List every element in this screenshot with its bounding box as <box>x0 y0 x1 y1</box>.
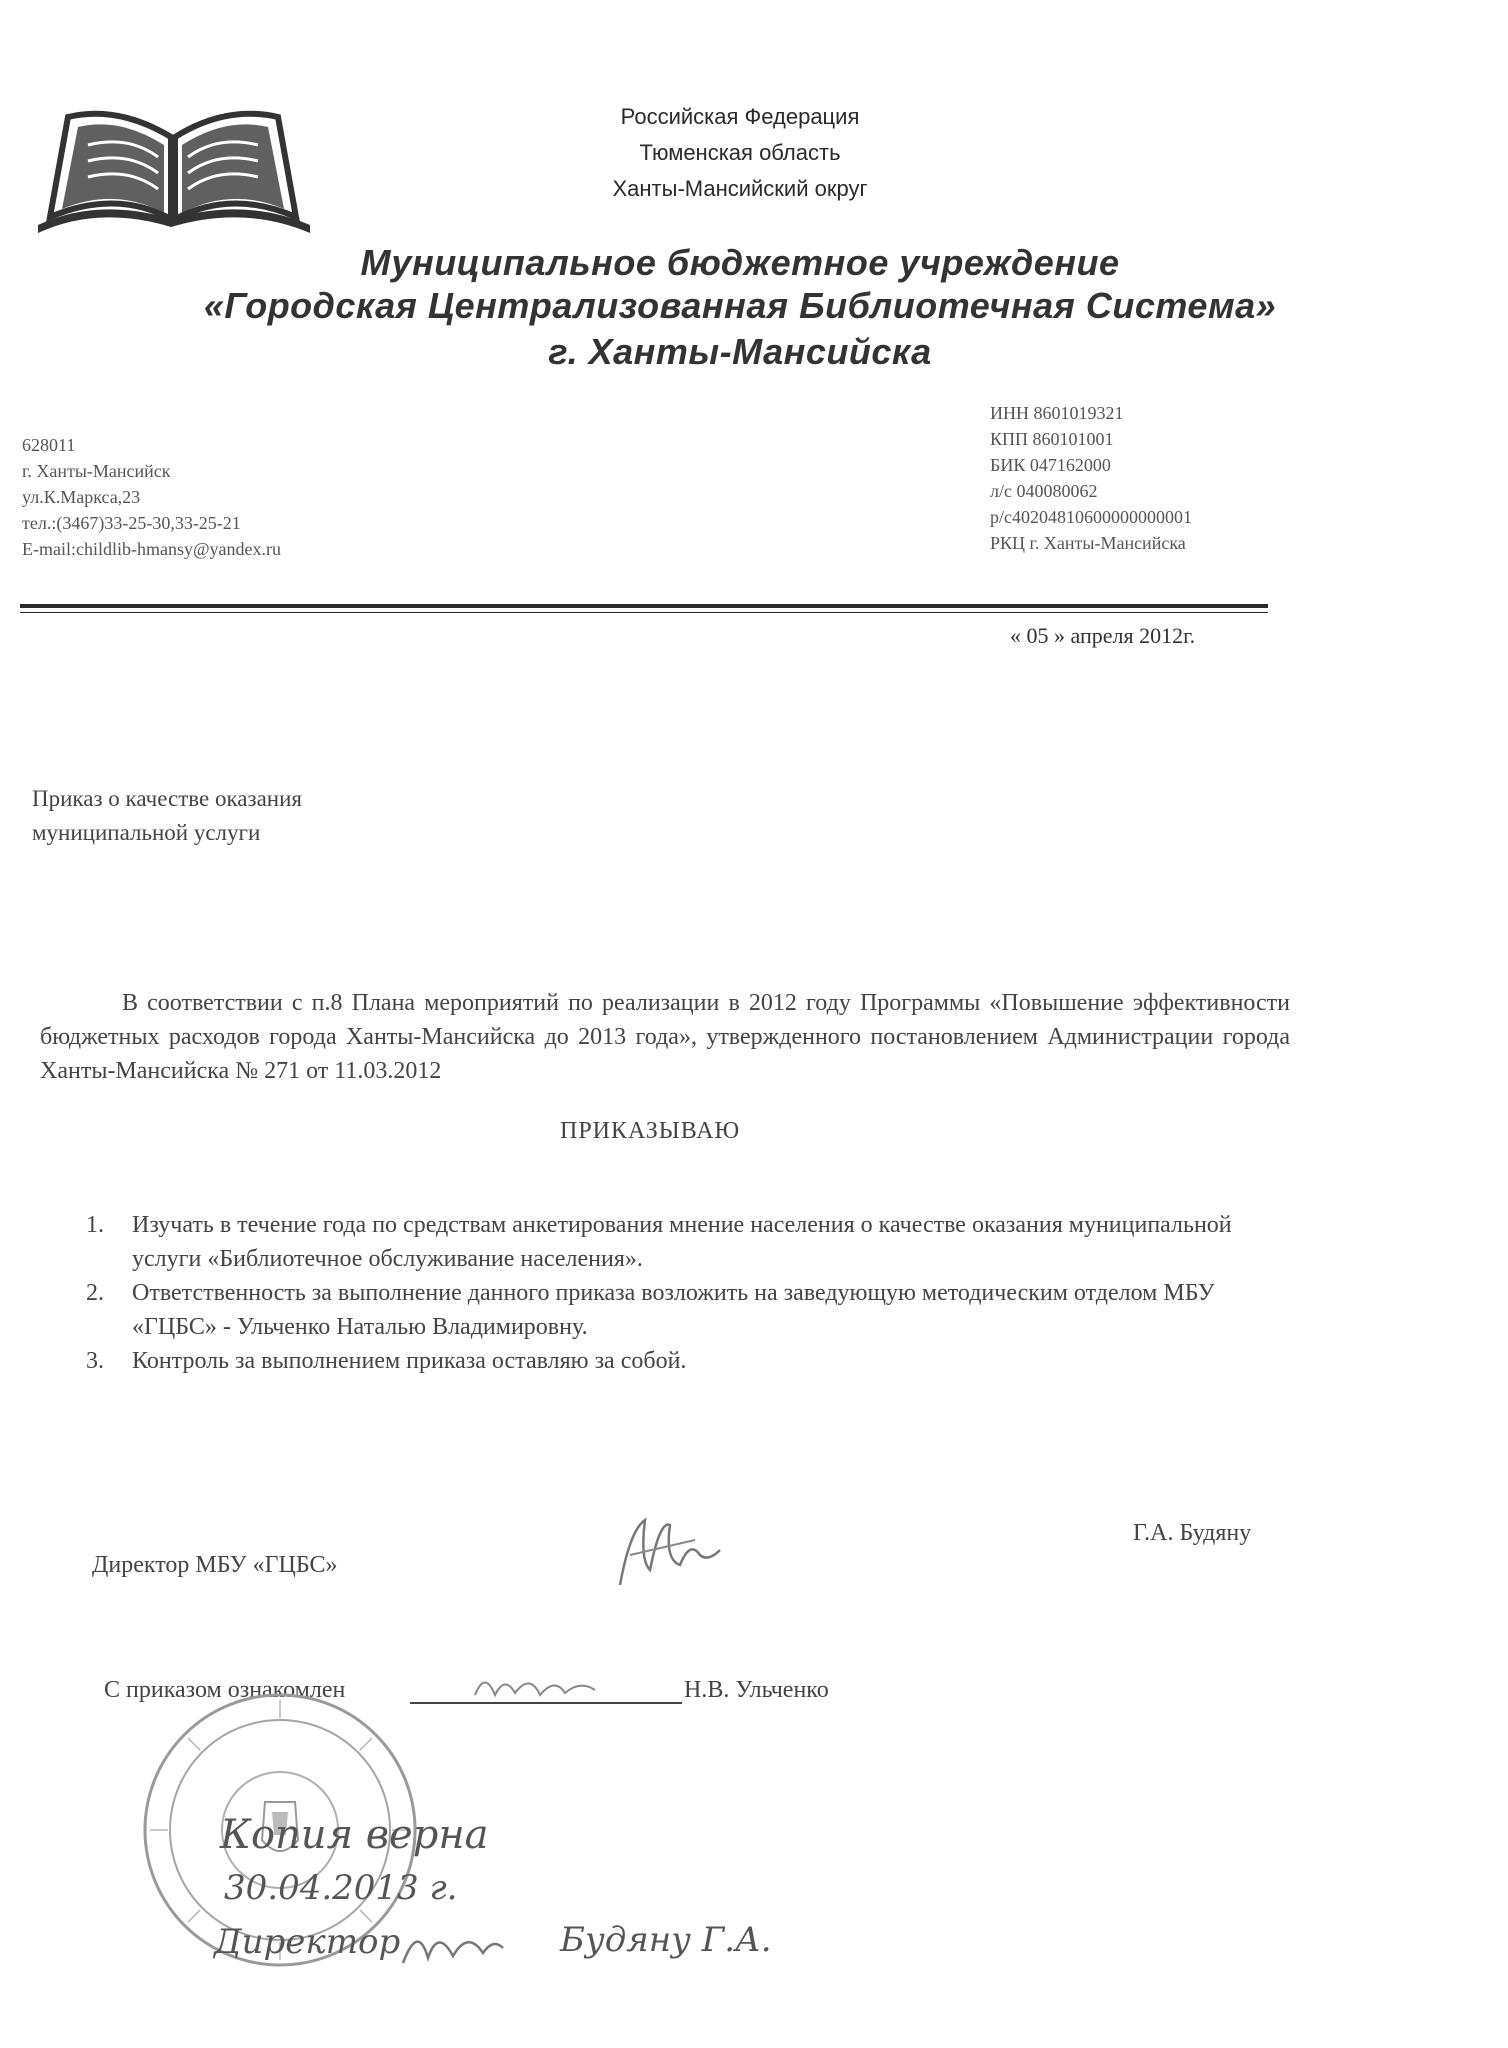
institution-name: «Городская Централизованная Библиотечная Система» <box>203 285 1277 326</box>
acknowledgement-name: Н.В. Ульченко <box>684 1677 829 1703</box>
address-block <box>22 432 281 562</box>
certification-copy-true: Копия верна <box>220 1812 489 1858</box>
requisites-block <box>990 400 1192 556</box>
requisite-rs: р/с40204810600000000001 <box>990 507 1192 527</box>
item-text: Ответственность за выполнение данного приказа возложить на заведующую методическим отделом МБУ «ГЦБС» - Ульченко Наталью Владимировну. <box>132 1280 1215 1340</box>
certification-date: 30.04.2013 г. <box>224 1868 458 1908</box>
header-region: Тюменская область <box>639 140 841 165</box>
item-number: 1. <box>86 1212 104 1238</box>
certification-name: Будяну Г.А. <box>560 1920 772 1960</box>
item-number: 2. <box>86 1280 104 1306</box>
preamble-paragraph: В соответствии с п.8 Плана мероприятий по реализации в 2012 году Программы «Повышение эффективности бюджетных расходов города Ханты-Мансийска до 2013 года», утвержденного постановлением Администрации города Ханты-Мансийска № 271 от 11.03.2012 <box>40 990 1290 1084</box>
list-item <box>86 1208 1296 1276</box>
certification-signature <box>398 1918 508 1973</box>
certification-director: Директор <box>214 1922 401 1962</box>
institution-type: Муниципальное бюджетное учреждение <box>360 242 1120 283</box>
requisite-inn: ИНН 8601019321 <box>990 403 1124 423</box>
subject-line-1: Приказ о качестве оказания <box>32 786 302 811</box>
address-email: E-mail:childlib-hmansy@yandex.ru <box>22 539 282 559</box>
acknowledgement-label: С приказом ознакомлен <box>104 1677 346 1703</box>
subject-line-2: муниципальной услуги <box>32 820 261 845</box>
address-postcode: 628011 <box>22 435 76 455</box>
director-title: Директор МБУ «ГЦБС» <box>92 1552 338 1578</box>
order-items-list <box>86 1208 1296 1378</box>
open-book-logo <box>28 105 318 245</box>
header-rule-thin <box>20 612 1268 613</box>
list-item <box>86 1276 1296 1344</box>
order-subject <box>32 782 302 850</box>
item-text: Контроль за выполнением приказа оставляю за собой. <box>132 1348 687 1374</box>
list-item <box>86 1344 1296 1378</box>
header-country: Российская Федерация <box>620 104 860 129</box>
institution-city: г. Ханты-Мансийска <box>548 331 932 372</box>
requisite-kpp: КПП 860101001 <box>990 429 1114 449</box>
address-city: г. Ханты-Мансийск <box>22 461 171 481</box>
address-street: ул.К.Маркса,23 <box>22 487 141 507</box>
acknowledgement-signature <box>470 1665 600 1710</box>
header-district: Ханты-Мансийский округ <box>612 176 868 201</box>
requisite-rkc: РКЦ г. Ханты-Мансийска <box>990 533 1186 553</box>
director-name: Г.А. Будяну <box>1133 1520 1252 1546</box>
item-number: 3. <box>86 1348 104 1374</box>
address-phone: тел.:(3467)33-25-30,33-25-21 <box>22 513 241 533</box>
requisite-ls: л/с 040080062 <box>990 481 1098 501</box>
item-text: Изучать в течение года по средствам анкетирования мнение населения о качестве оказания муниципальной услуги «Библиотечное обслуживание населения». <box>132 1212 1232 1272</box>
header-rule-thick <box>20 604 1268 608</box>
document-date: « 05 » апреля 2012г. <box>1010 623 1196 648</box>
order-heading: ПРИКАЗЫВАЮ <box>560 1118 741 1144</box>
requisite-bik: БИК 047162000 <box>990 455 1111 475</box>
director-signature <box>600 1500 730 1600</box>
